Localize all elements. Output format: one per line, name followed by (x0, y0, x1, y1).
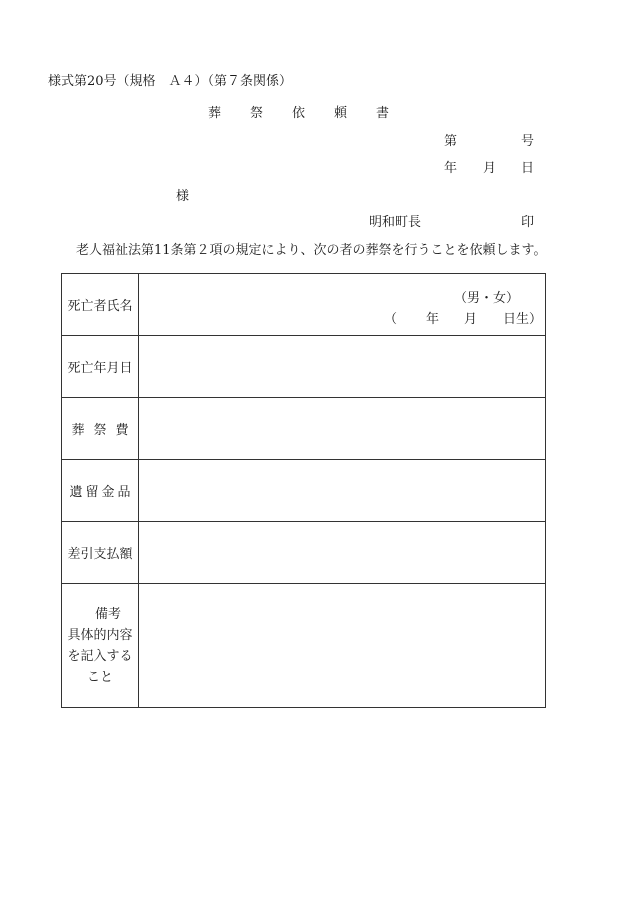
seal-mark: 印 (521, 215, 535, 230)
table-row-remaining-property (62, 460, 546, 522)
label-net-payment: 差引支払額 (62, 522, 139, 584)
table-row-funeral-cost (62, 398, 546, 460)
funeral-request-table (61, 273, 546, 708)
remarks-line-1: 具体的内容 (67, 627, 133, 643)
table-row-deceased-name (62, 274, 546, 336)
sender-name: 明和町長 (369, 215, 422, 230)
form-number: 様式第20号（規格 Ａ４）（第７条関係） (48, 74, 293, 89)
net-payment-field[interactable] (139, 522, 546, 584)
label-death-date: 死亡年月日 (62, 336, 139, 398)
document-title: 葬祭依頼書 (208, 106, 419, 121)
birth-date-line (384, 308, 542, 327)
table-row-net-payment (62, 522, 546, 584)
birth-day-label: 日生） (503, 312, 543, 327)
table-row-death-date (62, 336, 546, 398)
birth-open-paren: （ (384, 312, 398, 327)
deceased-name-field[interactable] (139, 274, 546, 336)
request-statement: 老人福祉法第11条第２項の規定により、次の者の葬祭を行うことを依頼します。 (76, 243, 547, 258)
death-date-field[interactable] (139, 336, 546, 398)
gender-note: （男・女） (453, 291, 519, 306)
label-deceased-name: 死亡者氏名 (62, 274, 139, 336)
remarks-field[interactable] (139, 584, 546, 708)
addressee-suffix: 様 (176, 189, 190, 204)
date-month-label: 月 (483, 161, 497, 176)
funeral-cost-field[interactable] (139, 398, 546, 460)
document-number-suffix: 号 (521, 134, 535, 149)
remarks-line-2: を記入する (67, 648, 133, 664)
label-funeral-cost: 葬祭費 (71, 423, 138, 438)
label-remarks (62, 584, 139, 708)
remarks-head: 備考 (94, 606, 121, 622)
remaining-property-field[interactable] (139, 460, 546, 522)
birth-year-label: 年 (426, 312, 440, 327)
date-day-label: 日 (521, 161, 535, 176)
birth-month-label: 月 (464, 312, 478, 327)
table-row-remarks (62, 584, 546, 708)
label-remaining-property: 遺留金品 (69, 485, 134, 500)
remarks-line-3: こと (86, 669, 113, 685)
date-year-label: 年 (444, 161, 458, 176)
document-number-prefix: 第 (444, 134, 458, 149)
